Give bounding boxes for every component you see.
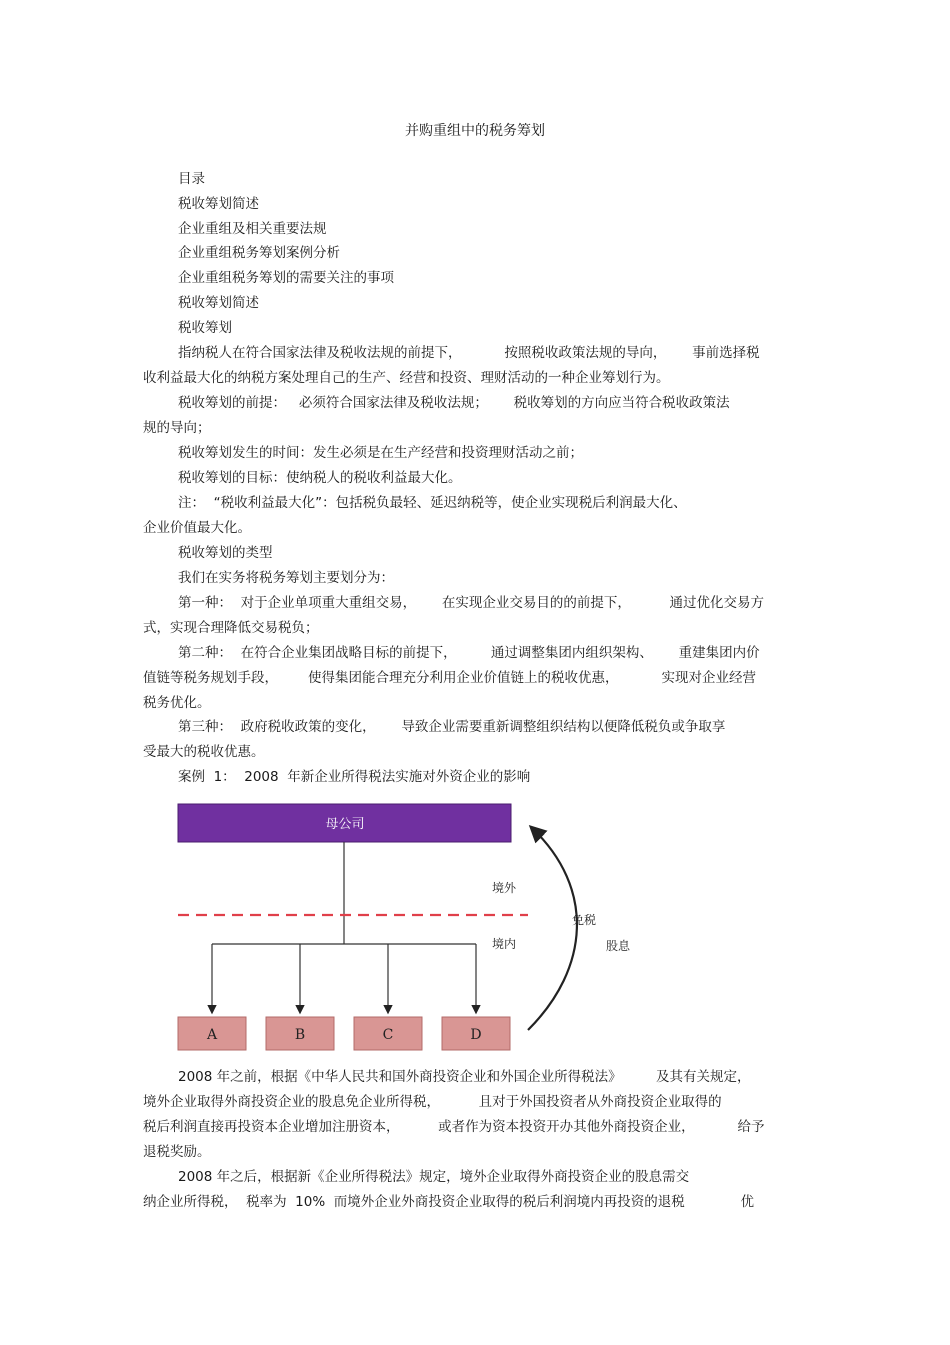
- parent-company-label: 母公司: [325, 817, 365, 832]
- paragraph-line: 税收筹划的前提： 必须符合国家法律及税收法规； 税收筹划的方向应当符合税收政策法: [178, 395, 730, 411]
- toc-item: 企业重组税务筹划的需要关注的事项: [178, 270, 394, 286]
- toc-item: 企业重组及相关重要法规: [178, 221, 327, 237]
- paragraph-line: 指纳税人在符合国家法律及税收法规的前提下， 按照税收政策法规的导向， 事前选择税: [178, 345, 760, 361]
- paragraph-line: 值链等税务规划手段， 使得集团能合理充分利用企业价值链上的税收优惠， 实现对企业经营: [143, 670, 756, 686]
- paragraph-line: 式，实现合理降低交易税负；: [143, 620, 319, 636]
- toc-item: 税收筹划简述: [178, 196, 259, 212]
- subsection-heading: 税收筹划的类型: [178, 545, 273, 561]
- subsidiary-c-label: C: [382, 1027, 394, 1043]
- dividend-return-arrow: [528, 828, 577, 1030]
- paragraph-line: 第三种： 政府税收政策的变化， 导致企业需要重新调整组织结构以便降低税负或争取享: [178, 719, 726, 735]
- paragraph-line: 境外企业取得外商投资企业的股息免企业所得税， 且对于外国投资者从外商投资企业取得的: [143, 1094, 722, 1110]
- paragraph-line: 第一种： 对于企业单项重大重组交易， 在实现企业交易目的的前提下， 通过优化交易方: [178, 595, 764, 611]
- paragraph-line: 受最大的税收优惠。: [143, 744, 265, 760]
- tax-exempt-label: 免税: [572, 913, 597, 927]
- paragraph-line: 税收筹划的目标：使纳税人的税收利益最大化。: [178, 470, 462, 486]
- structure-diagram: [170, 798, 650, 1060]
- subsidiary-d-label: D: [470, 1027, 482, 1043]
- paragraph-line: 2008 年之前，根据《中华人民共和国外商投资企业和外国企业所得税法》 及其有关规定，: [178, 1069, 751, 1085]
- paragraph-line: 2008 年之后，根据新《企业所得税法》规定，境外企业取得外商投资企业的股息需交: [178, 1169, 690, 1185]
- toc-heading: 目录: [178, 171, 205, 187]
- section-heading: 税收筹划简述: [178, 295, 259, 311]
- paragraph-line: 第二种： 在符合企业集团战略目标的前提下， 通过调整集团内组织架构、 重建集团内价: [178, 645, 760, 661]
- toc-item: 企业重组税务筹划案例分析: [178, 245, 340, 261]
- paragraph-line: 税收筹划发生的时间：发生必须是在生产经营和投资理财活动之前；: [178, 445, 583, 461]
- dividend-label: 股息: [606, 939, 631, 953]
- paragraph-line: 我们在实务将税务筹划主要划分为：: [178, 570, 394, 586]
- paragraph-line: 注： “税收利益最大化”：包括税负最轻、延迟纳税等，使企业实现税后利润最大化、: [178, 495, 687, 511]
- subsidiary-b-label: B: [294, 1027, 306, 1043]
- paragraph-line: 税务优化。: [143, 695, 211, 711]
- paragraph-line: 规的导向；: [143, 420, 211, 436]
- paragraph-line: 企业价值最大化。: [143, 520, 251, 536]
- subsidiary-a-label: A: [206, 1027, 218, 1043]
- subsection-heading: 税收筹划: [178, 320, 232, 336]
- document-title: 并购重组中的税务筹划: [405, 123, 545, 139]
- paragraph-line: 纳企业所得税， 税率为 10% 而境外企业外商投资企业取得的税后利润境内再投资的退税 优: [143, 1194, 755, 1210]
- offshore-label: 境外: [492, 881, 517, 895]
- paragraph-line: 收利益最大化的纳税方案处理自己的生产、经营和投资、理财活动的一种企业筹划行为。: [143, 370, 670, 386]
- paragraph-line: 税后利润直接再投资本企业增加注册资本， 或者作为资本投资开办其他外商投资企业， 给予: [143, 1119, 765, 1135]
- paragraph-line: 退税奖励。: [143, 1144, 211, 1160]
- onshore-label: 境内: [492, 937, 517, 951]
- case-title: 案例 1： 2008 年新企业所得税法实施对外资企业的影响: [178, 769, 531, 785]
